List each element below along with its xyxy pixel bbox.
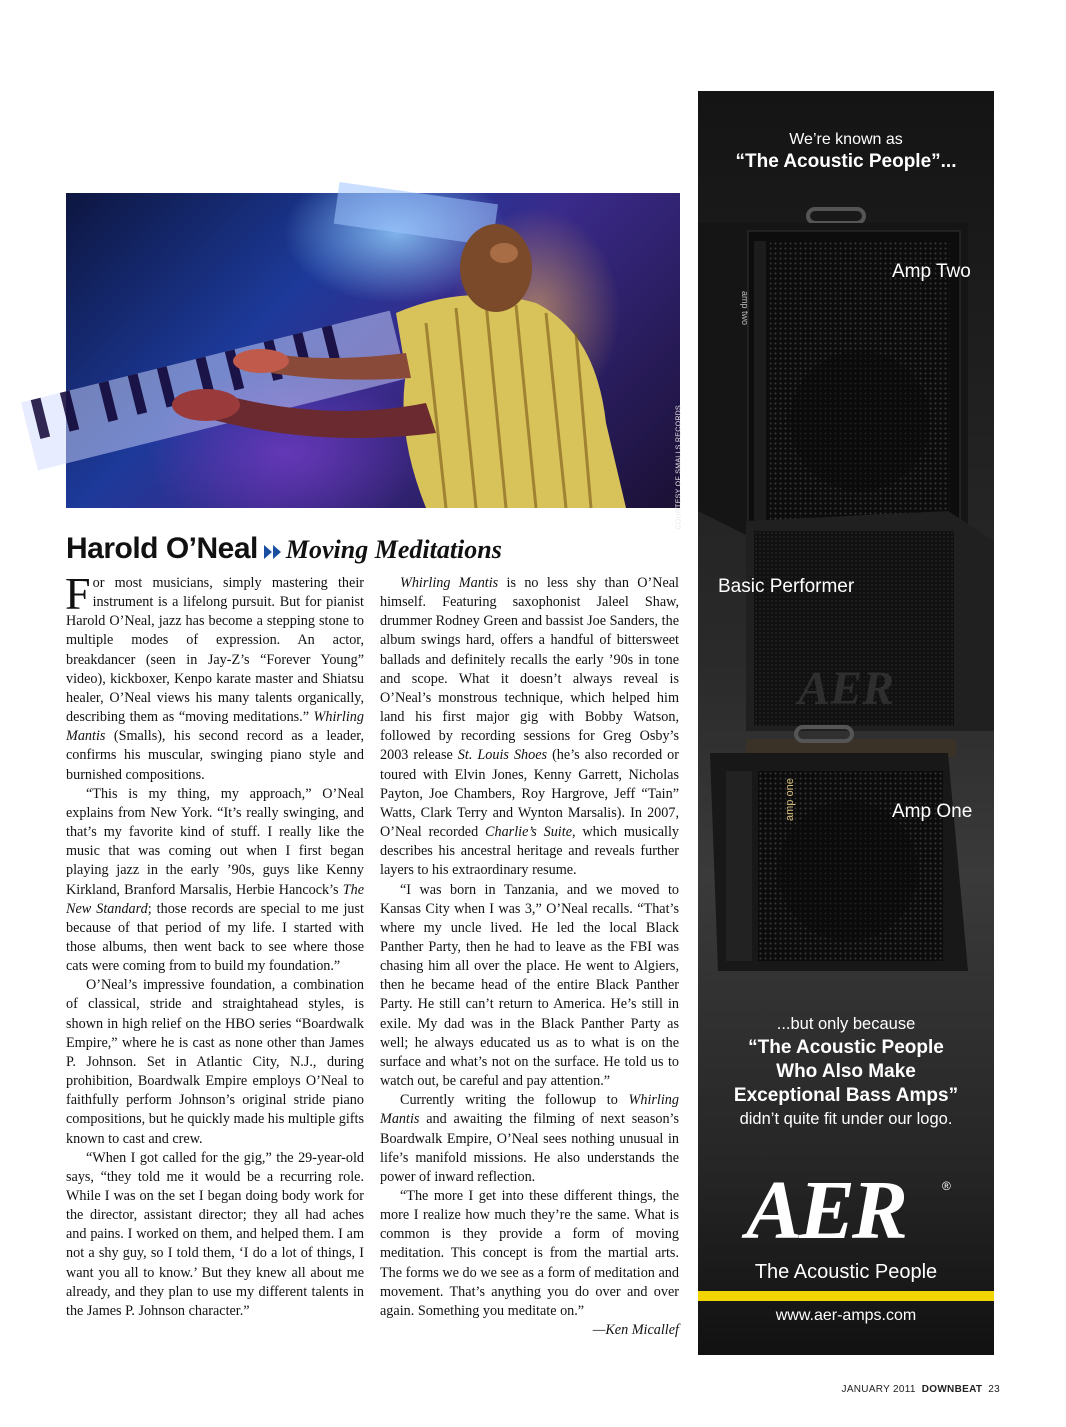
- aer-logo-text: AER: [746, 1164, 906, 1257]
- paragraph-3: O’Neal’s impressive foundation, a combination of classical, stride and straightahead styles, is shown in high relief on the HBO series “Boardwalk Empire,” where he is cast as none other than James P. Johnson. Set in Atlantic City, N.J., during prohibition, Boardwalk Empire employs O’Neal to faithfully perform Johnson’s original stride piano compositions, but he quickly made his multiple gifts known to cast and crew.: [66, 977, 364, 1147]
- article-headline: [66, 532, 680, 572]
- folio-date: JANUARY 2011: [841, 1384, 916, 1395]
- aer-logo: [698, 1164, 994, 1269]
- headline-name: Harold O’Neal: [66, 532, 258, 565]
- ad-body: ...but only because “The Acoustic People Who Also Make Exceptional Bass Amps” didn’t quite fit under our logo.: [733, 1015, 959, 1128]
- paragraph-7: Currently writing the followup to Whirling Mantis and awaiting the filming of next season’s Boardwalk Empire, O’Neal sees nothing unusual in life’s manifold missions. He also understands the power of inward reflection.: [380, 1092, 680, 1185]
- ad-tagline: The Acoustic People: [754, 1261, 938, 1283]
- registered-mark: ®: [942, 1179, 951, 1193]
- ad-intro: We’re known as “The Acoustic People”...: [735, 131, 957, 172]
- paragraph-6: “I was born in Tanzania, and we moved to Kansas City when I was 3,” O’Neal recalls. “That’s where my uncle lived. He led the local Black Panther Party, then he had to leave as the FBI was chasing him all over the place. He went to Algiers, then he became head of the entire Black Panther Party. He still can’t return to America. He’s still in exile. My dad was in the Black Panther Party as well; he always educated us as to what is on the surface and what’s not on the surface. He told us to watch out, be careful and pay attention.”: [380, 881, 679, 1090]
- page-folio: [842, 1384, 1000, 1395]
- page-number: 23: [988, 1384, 1000, 1395]
- amp-two-panel-text: amp two: [740, 291, 750, 326]
- paragraph-4: “When I got called for the gig,” the 29-year-old says, “they told me it would be a recurring role. While I was on the set I began doing body work for the director, assistant director; they all had aches and pains. I worked on them, and helped them. I am not a shy guy, so I told them, ‘I do a lot of things, I want you all to know.’ But they knew all about me already, and they plan to use my different talents in the James P. Johnson character.”: [66, 1149, 364, 1319]
- article-column-1: [65, 568, 364, 1321]
- amp-one-label: Amp One: [892, 801, 973, 822]
- pianist-illustration: [66, 193, 680, 508]
- aer-advertisement: [698, 91, 994, 1355]
- folio-magazine: DOWNBEAT: [921, 1384, 983, 1395]
- paragraph-2: “This is my thing, my approach,” O’Neal explains from New York. “It’s really swinging, and that’s my favorite kind of stuff. I really like the music that was coming out when I first began playing jazz in the early ’90s, guys like Kenny Kirkland, Branford Marsalis, Herbie Hancock’s The New Standard; those records are special to me just because of that period of my life. I started with those albums, then went back to see where those cats were coming from to build my foundation.”: [66, 785, 364, 975]
- article-column-2: [380, 574, 679, 1340]
- paragraph-8: “The more I get into these different things, the more I realize how much they’re the same. What is common is they provide a form of moving meditation. This concept is from the martial arts. The forms we do we see as a form of meditation and movement. That’s anything you do over and over again. Something you meditate on.”: [380, 1188, 679, 1319]
- double-arrow-icon: [264, 545, 282, 564]
- byline: —Ken Micallef: [592, 1322, 679, 1339]
- paragraph-5: Whirling Mantis is no less shy than O’Neal himself. Featuring saxophonist Jaleel Shaw, drummer Rodney Green and bassist Joe Sanders, the album swings hard, offers a handful of bittersweet ballads and definitely recalls the early ’90s in tone and scope. What it doesn’t always reveal is O’Neal’s monstrous technique, which helped him land his first major gig with Bobby Watson, followed by recording sessions for Greg Osby’s 2003 release St. Louis Shoes (he’s also recorded or toured with Elvin Jones, Kenny Garrett, Nicholas Payton, Joe Chambers, Roy Hargrove, Jeff “Tain” Watts, Clark Terry and Wynton Marsalis). In 2007, O’Neal recorded Charlie’s Suite, which musically describes his ancestral heritage and reveals further layers to his extraordinary resume.: [380, 575, 680, 879]
- amp-two-label: Amp Two: [892, 261, 971, 282]
- ad-website[interactable]: www.aer-amps.com: [775, 1307, 917, 1324]
- article-photo: [66, 193, 683, 530]
- drop-cap: F: [65, 568, 91, 619]
- paragraph-1: For most musicians, simply mastering their instrument is a lifelong pursuit. But for pianist Harold O’Neal, jazz has become a stepping stone to multiple modes of expression. An actor, breakdancer (seen in Jay-Z’s “Forever Young” video), kickboxer, Kenpo karate master and Shiatsu healer, O’Neal views his many talents organically, describing them as “moving meditations.” Whirling Mantis (Smalls), his second record as a leader, confirms his muscular, swinging piano style and burnished compositions.: [65, 568, 364, 783]
- basic-performer-badge: AER: [798, 662, 895, 715]
- yellow-stripe: [698, 1291, 994, 1301]
- headline-subtitle: Moving Meditations: [285, 535, 502, 564]
- photo-credit: COURTESY OF SMALLS RECORDS: [676, 405, 683, 530]
- amp-one-panel-text: amp one: [784, 778, 796, 821]
- basic-performer-label: Basic Performer: [718, 576, 855, 597]
